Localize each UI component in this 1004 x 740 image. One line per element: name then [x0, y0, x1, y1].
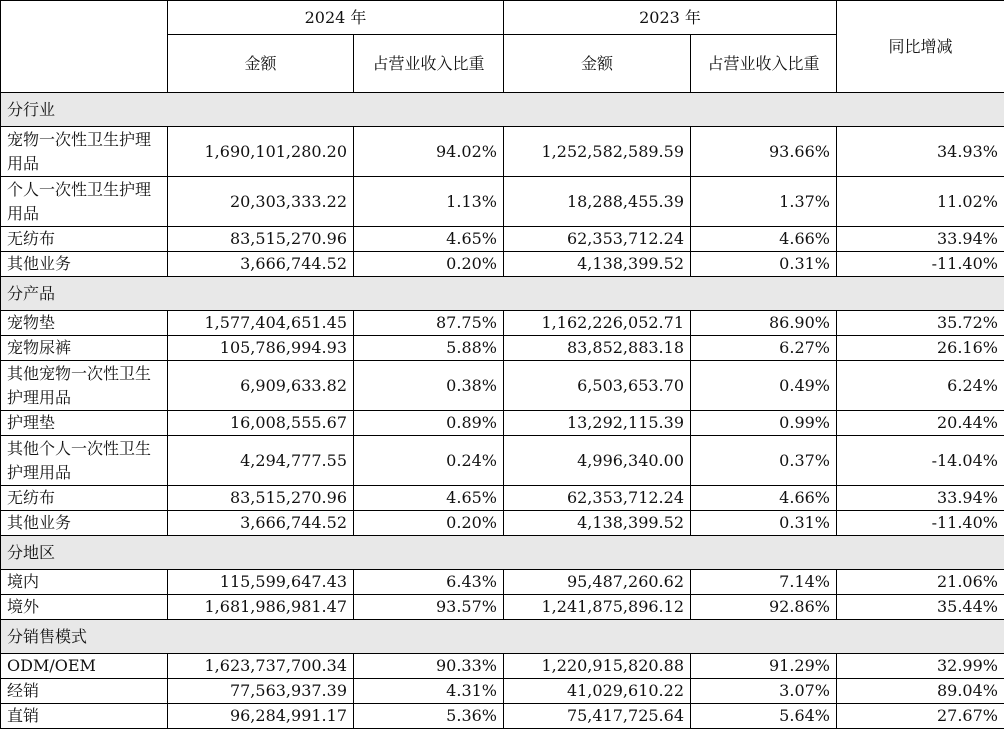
header-amount-2023: 金额: [504, 35, 691, 93]
ratio-2023: 0.31%: [691, 511, 837, 536]
table-row: [1, 511, 1004, 536]
ratio-2023: 4.66%: [691, 227, 837, 252]
header-year-2024: 2024 年: [168, 1, 504, 35]
section-title: 分销售模式: [1, 620, 1004, 654]
amount-2023: 95,487,260.62: [504, 570, 691, 595]
ratio-2023: 6.27%: [691, 336, 837, 361]
row-label: 境内: [1, 570, 168, 595]
yoy-change: 35.72%: [837, 311, 1004, 336]
amount-2024: 3,666,744.52: [168, 511, 354, 536]
header-year-2023: 2023 年: [504, 1, 837, 35]
row-label: 无纺布: [1, 227, 168, 252]
row-label: ODM/OEM: [1, 654, 168, 679]
header-ratio-2024: 占营业收入比重: [354, 35, 504, 93]
table-row: [1, 411, 1004, 436]
table-row: [1, 361, 1004, 411]
yoy-change: 89.04%: [837, 679, 1004, 704]
ratio-2023: 91.29%: [691, 654, 837, 679]
amount-2023: 41,029,610.22: [504, 679, 691, 704]
amount-2024: 115,599,647.43: [168, 570, 354, 595]
yoy-change: 33.94%: [837, 486, 1004, 511]
ratio-2023: 1.37%: [691, 177, 837, 227]
table-row: [1, 436, 1004, 486]
ratio-2024: 4.65%: [354, 227, 504, 252]
yoy-change: -11.40%: [837, 511, 1004, 536]
amount-2024: 6,909,633.82: [168, 361, 354, 411]
ratio-2024: 0.20%: [354, 252, 504, 277]
amount-2023: 4,996,340.00: [504, 436, 691, 486]
ratio-2023: 7.14%: [691, 570, 837, 595]
amount-2023: 1,241,875,896.12: [504, 595, 691, 620]
ratio-2023: 93.66%: [691, 127, 837, 177]
row-label: 经销: [1, 679, 168, 704]
table-row: [1, 177, 1004, 227]
ratio-2023: 0.49%: [691, 361, 837, 411]
table-row: [1, 679, 1004, 704]
amount-2023: 4,138,399.52: [504, 252, 691, 277]
row-label: 其他业务: [1, 511, 168, 536]
row-label: 个人一次性卫生护理用品: [1, 177, 168, 227]
yoy-change: 33.94%: [837, 227, 1004, 252]
corner-cell: [1, 1, 168, 93]
ratio-2024: 94.02%: [354, 127, 504, 177]
ratio-2023: 86.90%: [691, 311, 837, 336]
table-row: [1, 311, 1004, 336]
ratio-2024: 90.33%: [354, 654, 504, 679]
ratio-2024: 4.31%: [354, 679, 504, 704]
row-label: 其他业务: [1, 252, 168, 277]
amount-2023: 83,852,883.18: [504, 336, 691, 361]
yoy-change: 34.93%: [837, 127, 1004, 177]
amount-2023: 1,252,582,589.59: [504, 127, 691, 177]
ratio-2024: 0.89%: [354, 411, 504, 436]
amount-2024: 3,666,744.52: [168, 252, 354, 277]
yoy-change: 20.44%: [837, 411, 1004, 436]
amount-2023: 1,220,915,820.88: [504, 654, 691, 679]
table-row: [1, 252, 1004, 277]
table-row: [1, 595, 1004, 620]
table-row: [1, 570, 1004, 595]
amount-2023: 75,417,725.64: [504, 704, 691, 729]
ratio-2024: 6.43%: [354, 570, 504, 595]
table-row: [1, 227, 1004, 252]
ratio-2024: 0.24%: [354, 436, 504, 486]
row-label: 无纺布: [1, 486, 168, 511]
ratio-2024: 1.13%: [354, 177, 504, 227]
amount-2023: 13,292,115.39: [504, 411, 691, 436]
header-yoy: 同比增减: [837, 1, 1004, 93]
amount-2024: 83,515,270.96: [168, 227, 354, 252]
table-row: [1, 486, 1004, 511]
section-title: 分地区: [1, 536, 1004, 570]
ratio-2024: 87.75%: [354, 311, 504, 336]
section-row: [1, 277, 1004, 311]
header-ratio-2023: 占营业收入比重: [691, 35, 837, 93]
row-label: 护理垫: [1, 411, 168, 436]
section-row: [1, 536, 1004, 570]
row-label: 宠物垫: [1, 311, 168, 336]
amount-2023: 18,288,455.39: [504, 177, 691, 227]
ratio-2024: 5.36%: [354, 704, 504, 729]
amount-2024: 1,577,404,651.45: [168, 311, 354, 336]
amount-2024: 1,623,737,700.34: [168, 654, 354, 679]
header-amount-2024: 金额: [168, 35, 354, 93]
section-row: [1, 93, 1004, 127]
amount-2024: 77,563,937.39: [168, 679, 354, 704]
yoy-change: 35.44%: [837, 595, 1004, 620]
amount-2023: 62,353,712.24: [504, 227, 691, 252]
amount-2023: 62,353,712.24: [504, 486, 691, 511]
ratio-2023: 0.31%: [691, 252, 837, 277]
ratio-2023: 92.86%: [691, 595, 837, 620]
section-title: 分产品: [1, 277, 1004, 311]
ratio-2023: 5.64%: [691, 704, 837, 729]
ratio-2024: 0.20%: [354, 511, 504, 536]
yoy-change: -11.40%: [837, 252, 1004, 277]
ratio-2024: 0.38%: [354, 361, 504, 411]
ratio-2023: 0.37%: [691, 436, 837, 486]
amount-2024: 1,690,101,280.20: [168, 127, 354, 177]
row-label: 其他个人一次性卫生护理用品: [1, 436, 168, 486]
amount-2023: 6,503,653.70: [504, 361, 691, 411]
ratio-2024: 5.88%: [354, 336, 504, 361]
amount-2024: 96,284,991.17: [168, 704, 354, 729]
table-row: [1, 704, 1004, 729]
amount-2024: 20,303,333.22: [168, 177, 354, 227]
amount-2024: 83,515,270.96: [168, 486, 354, 511]
amount-2023: 4,138,399.52: [504, 511, 691, 536]
table-row: [1, 127, 1004, 177]
table-row: [1, 336, 1004, 361]
amount-2023: 1,162,226,052.71: [504, 311, 691, 336]
row-label: 宠物尿裤: [1, 336, 168, 361]
row-label: 宠物一次性卫生护理用品: [1, 127, 168, 177]
ratio-2023: 0.99%: [691, 411, 837, 436]
amount-2024: 16,008,555.67: [168, 411, 354, 436]
amount-2024: 4,294,777.55: [168, 436, 354, 486]
yoy-change: -14.04%: [837, 436, 1004, 486]
table-row: [1, 654, 1004, 679]
yoy-change: 26.16%: [837, 336, 1004, 361]
yoy-change: 6.24%: [837, 361, 1004, 411]
row-label: 直销: [1, 704, 168, 729]
ratio-2023: 4.66%: [691, 486, 837, 511]
section-row: [1, 620, 1004, 654]
section-title: 分行业: [1, 93, 1004, 127]
ratio-2023: 3.07%: [691, 679, 837, 704]
table-header: [1, 1, 1004, 93]
row-label: 境外: [1, 595, 168, 620]
table-body: [1, 93, 1004, 729]
row-label: 其他宠物一次性卫生护理用品: [1, 361, 168, 411]
yoy-change: 21.06%: [837, 570, 1004, 595]
amount-2024: 1,681,986,981.47: [168, 595, 354, 620]
amount-2024: 105,786,994.93: [168, 336, 354, 361]
yoy-change: 27.67%: [837, 704, 1004, 729]
ratio-2024: 4.65%: [354, 486, 504, 511]
ratio-2024: 93.57%: [354, 595, 504, 620]
yoy-change: 11.02%: [837, 177, 1004, 227]
yoy-change: 32.99%: [837, 654, 1004, 679]
